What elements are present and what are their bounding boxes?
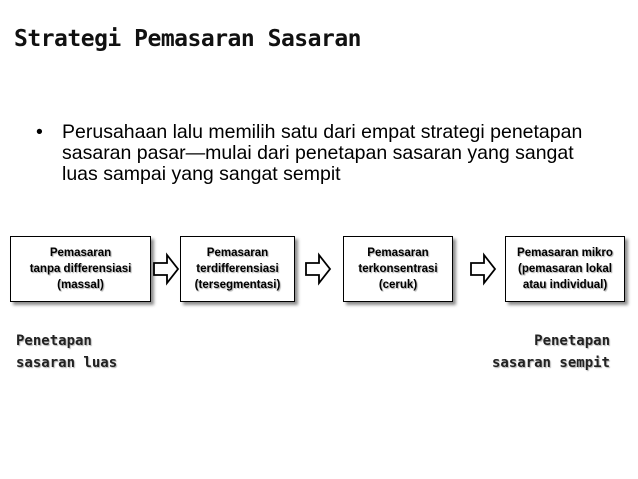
strategy-box-undifferentiated: [10, 236, 151, 302]
bullet-marker: •: [36, 121, 43, 143]
left-caption: Penetapan sasaran luas: [16, 333, 118, 371]
strategy-box-concentrated: [343, 236, 453, 302]
right-arrow-icon: [304, 252, 332, 286]
strategy-box-label: Pemasaran terdifferensiasi (tersegmentasi): [194, 247, 281, 291]
right-arrow-icon: [152, 252, 180, 286]
strategy-box-label: Pemasaran tanpa differensiasi (massal): [29, 247, 132, 291]
right-arrow-icon: [469, 252, 497, 286]
bullet-text: Perusahaan lalu memilih satu dari empat strategi penetapan sasaran pasar—mulai dari penetapan sasaran yang sangat luas sampai yang sangat sempit: [62, 121, 583, 185]
strategy-box-differentiated: [180, 236, 295, 302]
strategy-box-micro: [505, 236, 625, 302]
right-caption: Penetapan sasaran sempit: [491, 333, 610, 371]
strategy-box-label: Pemasaran terkonsentrasi (ceruk): [358, 247, 438, 291]
slide-title: Strategi Pemasaran Sasaran: [14, 26, 362, 52]
strategy-box-label: Pemasaran mikro (pemasaran lokal atau individual): [517, 247, 613, 291]
